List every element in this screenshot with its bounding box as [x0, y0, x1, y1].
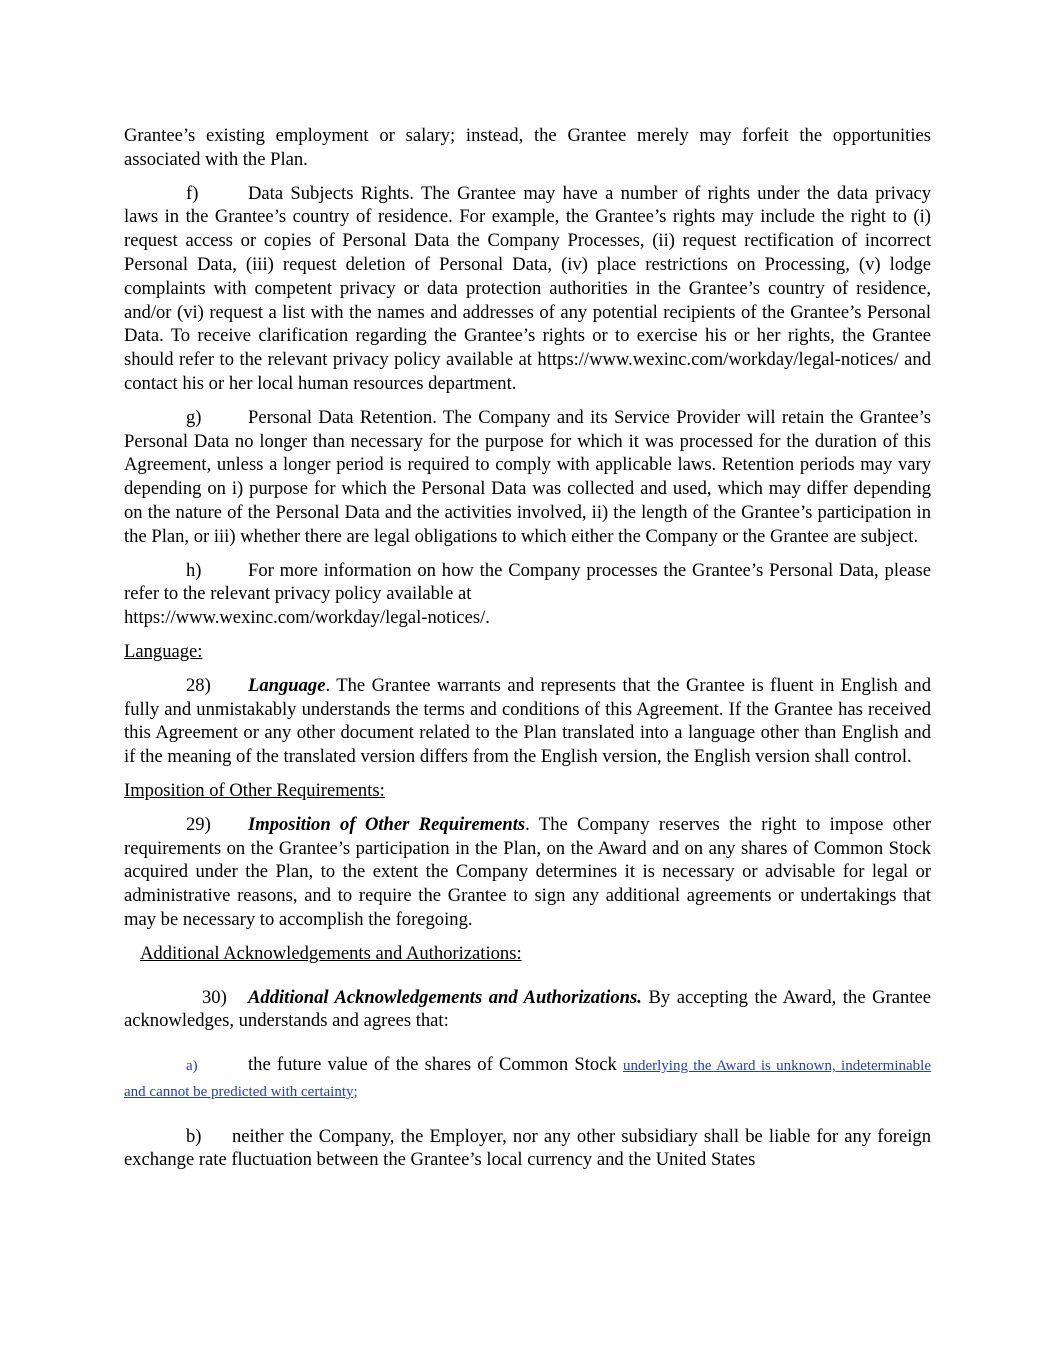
item-text-f: Data Subjects Rights. The Grantee may have a number of rights under the data privacy laws in the Grantee’s country of residence. For example, the Grantee’s rights may include the right to (i) request access or copies of Personal Data the Company Processes, (ii) request rectification of incorrect Personal Data, (iii) request deletion of Personal Data, (iv) place restrictions on Processing, (v) lodge complaints with competent privacy or data protection authorities in the Grantee’s country of residence, and/or (vi) request a list with the names and addresses of any potential recipients of the Grantee’s Personal Data. To receive clarification regarding the Grantee’s rights or to exercise his or her rights, the Grantee should refer to the relevant privacy policy available at https://www.wexinc.com/workday/legal-notices/ and contact his or her local human resources department. [124, 182, 931, 394]
item-label-30a: a) [186, 1058, 198, 1075]
section-heading-imposition: Imposition of Other Requirements: [124, 779, 385, 801]
paragraph-f [124, 182, 931, 396]
paragraph-30b [124, 1125, 931, 1173]
paragraph-30 [124, 986, 931, 1034]
item-text-h: For more information on how the Company processes the Grantee’s Personal Data, please refer to the relevant privacy policy available at [124, 559, 931, 605]
paragraph-h-url: https://www.wexinc.com/workday/legal-notices/. [124, 607, 490, 629]
item-text-30a: the future value of the shares of Common Stock [248, 1054, 623, 1076]
continuation-paragraph: Grantee’s existing employment or salary; instead, the Grantee merely may forfeit the opportunities associated with the Plan. [124, 125, 931, 170]
section-heading-language: Language: [124, 640, 203, 662]
item-text-30b: neither the Company, the Employer, nor any other subsidiary shall be liable for any foreign exchange rate fluctuation between the Grantee’s local currency and the United States [124, 1125, 931, 1171]
item-label-h: h) [186, 559, 202, 581]
paragraph-h [124, 559, 931, 607]
item-text-29: . The Company reserves the right to impose other requirements on the Grantee’s participation in the Plan, on the Award and on any shares of Common Stock acquired under the Plan, to the extent the Company determines it is necessary or advisable for legal or administrative reasons, and to require the Grantee to sign any additional agreements or undertakings that may be necessary to accomplish the foregoing. [124, 813, 931, 930]
paragraph-29 [124, 813, 931, 932]
item-link-30a[interactable]: underlying the Award is unknown, indeterminable and cannot be predicted with certainty; [124, 1058, 931, 1100]
paragraph-g [124, 406, 931, 549]
item-number-29: 29) [186, 813, 211, 835]
item-number-28: 28) [186, 674, 211, 696]
item-title-28: Language [248, 674, 326, 696]
item-label-f: f) [186, 182, 199, 204]
item-label-g: g) [186, 406, 202, 428]
paragraph-30a [124, 1053, 931, 1105]
document-page [124, 124, 931, 1182]
item-number-30: 30) [202, 986, 227, 1008]
item-title-30: Additional Acknowledgements and Authorizations. [248, 986, 642, 1008]
paragraph-28 [124, 674, 931, 769]
item-text-30: By accepting the Award, the Grantee acknowledges, understands and agrees that: [124, 986, 931, 1032]
item-text-g: Personal Data Retention. The Company and its Service Provider will retain the Grantee’s Personal Data no longer than necessary for the purpose for which it was processed for the duration of this Agreement, unless a longer period is required to comply with applicable laws. Retention periods may vary depending on i) purpose for which the Personal Data was collected and used, which may differ depending on the nature of the Personal Data and the activities involved, ii) the length of the Grantee’s participation in the Plan, or iii) whether there are legal obligations to which either the Company or the Grantee are subject. [124, 406, 931, 547]
item-text-28: . The Grantee warrants and represents that the Grantee is fluent in English and fully and unmistakably understands the terms and conditions of this Agreement. If the Grantee has received this Agreement or any other document related to the Plan translated into a language other than English and if the meaning of the translated version differs from the English version, the English version shall control. [124, 674, 931, 768]
item-title-29: Imposition of Other Requirements [248, 813, 526, 835]
item-label-30b: b) [186, 1125, 202, 1147]
section-heading-additional: Additional Acknowledgements and Authorizations: [140, 942, 522, 964]
